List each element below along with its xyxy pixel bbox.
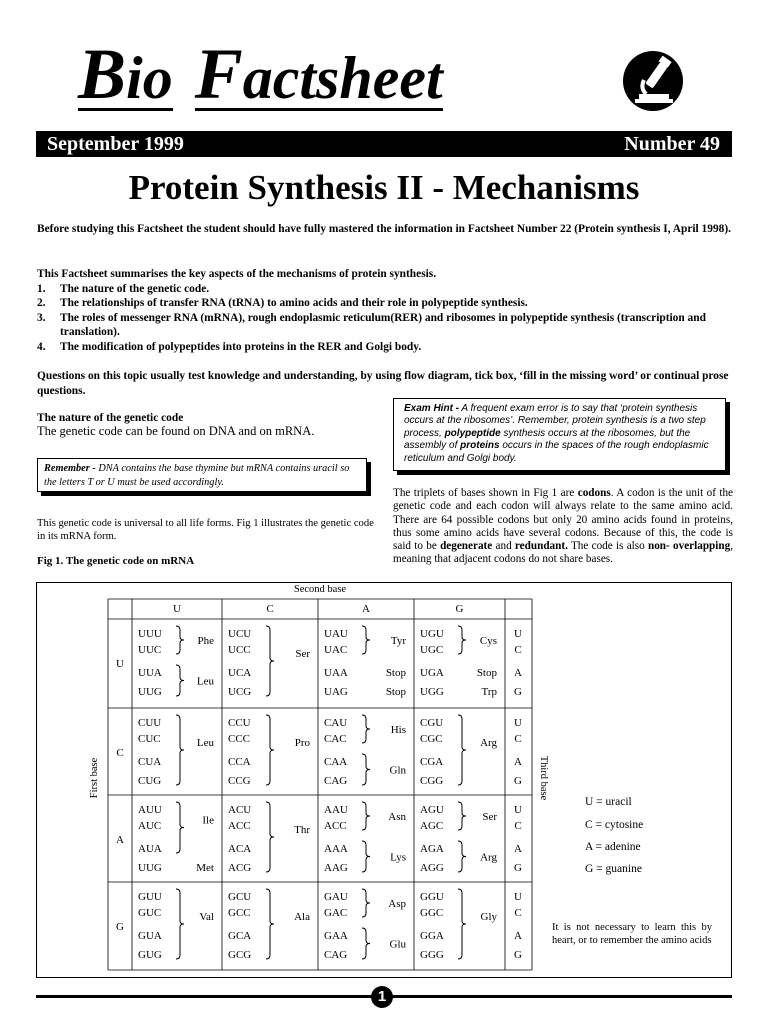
codon-label: CCA	[228, 756, 251, 768]
page-number: 1	[371, 986, 393, 1008]
codon-label: CAG	[324, 775, 348, 787]
codon-label: GUG	[138, 949, 162, 961]
section-heading: The nature of the genetic code	[37, 412, 184, 424]
amino-acid-label: Ser	[295, 648, 310, 660]
codon-group-brace	[176, 626, 184, 654]
amino-acid-label: Lys	[390, 851, 406, 864]
third-base-letter: U	[514, 717, 522, 729]
list-item: 3. The roles of messenger RNA (mRNA), rough endoplasmic reticulum(RER) and ribosomes in polypeptide synthesis (transcription and translation).	[37, 311, 706, 338]
codon-label: CUU	[138, 717, 162, 729]
codon-label: CCU	[228, 717, 251, 729]
codon-label: UAC	[324, 644, 348, 656]
third-base-letter: C	[514, 733, 522, 745]
codon-label: AAA	[324, 843, 348, 855]
first-base-label: First base	[89, 757, 100, 799]
amino-acid-label: Ala	[294, 911, 310, 923]
codon-label: AGU	[420, 804, 444, 816]
page-title: Protein Synthesis II - Mechanisms	[128, 168, 640, 207]
third-base-label: Third base	[538, 755, 549, 801]
codon-label: ACC	[324, 820, 347, 832]
amino-acid-label: Gly	[480, 911, 497, 923]
codon-label: AUC	[138, 820, 162, 832]
third-base-letter: C	[514, 644, 522, 656]
amino-acid-label: Pro	[294, 737, 310, 749]
second-base-label: Second base	[293, 584, 347, 595]
codon-label: UCC	[228, 644, 251, 656]
third-base-letter: C	[514, 907, 522, 919]
codon-label: AUU	[138, 804, 162, 816]
third-base-letter: G	[514, 949, 522, 961]
first-base-label-cell: U	[116, 658, 124, 670]
codon-label: GGC	[420, 907, 444, 919]
codon-label: GUC	[138, 907, 162, 919]
amino-acid-label: Glu	[389, 938, 406, 951]
summary-lead: This Factsheet summarises the key aspects of the mechanisms of protein synthesis.	[37, 268, 437, 280]
codon-group-brace	[362, 802, 370, 830]
amino-acid-label: Val	[199, 911, 214, 923]
codon-label: ACU	[228, 804, 252, 816]
codon-label: GCU	[228, 891, 252, 903]
second-base-header: U	[173, 603, 181, 615]
codon-label: AAG	[324, 862, 348, 874]
codon-label: GAC	[324, 907, 348, 919]
codon-group-brace	[458, 841, 466, 872]
codon-label: AGA	[420, 843, 444, 855]
codon-label: CGA	[420, 756, 444, 768]
codon-label: UGA	[420, 667, 444, 679]
codon-label: CAC	[324, 733, 347, 745]
third-base-letter: U	[514, 804, 522, 816]
codon-label: GCA	[228, 930, 252, 942]
legend-item: A = adenine	[585, 841, 641, 853]
list-item: 4. The modification of polypeptides into proteins in the RER and Golgi body.	[37, 340, 422, 353]
codon-group-brace	[458, 626, 466, 654]
codon-label: UGC	[420, 644, 444, 656]
second-base-header: C	[266, 603, 274, 615]
legend-item: U = uracil	[585, 796, 632, 808]
amino-acid-label: Leu	[196, 737, 214, 749]
amino-acid-label: Phe	[197, 635, 214, 647]
first-base-label-cell: A	[116, 834, 124, 846]
first-base-label-cell: G	[116, 921, 124, 933]
codon-group-brace	[176, 889, 184, 959]
issue-number: Number 49	[624, 133, 720, 155]
codon-group-brace	[362, 841, 370, 872]
amino-acid-label: Cys	[479, 635, 497, 647]
codon-label: ACA	[228, 843, 252, 855]
third-base-letter: A	[514, 756, 522, 768]
amino-acid-label: Tyr	[390, 635, 406, 647]
codon-label: UAU	[324, 628, 348, 640]
codon-label: CUA	[138, 756, 162, 768]
codon-group-brace	[458, 802, 466, 830]
codon-label: UUG	[138, 862, 162, 874]
codon-label: UGG	[420, 686, 444, 698]
codon-label: GAA	[324, 930, 348, 942]
codon-label: CAA	[324, 756, 348, 768]
codon-group-brace	[176, 665, 184, 696]
codon-group-brace	[266, 626, 274, 696]
figure-caption: Fig 1. The genetic code on mRNA	[37, 555, 195, 567]
codon-group-brace	[458, 889, 466, 959]
codon-group-brace	[362, 928, 370, 959]
codon-group-brace	[362, 889, 370, 917]
codon-group-brace	[458, 715, 466, 785]
codon-label: AUA	[138, 843, 162, 855]
codon-group-brace	[266, 715, 274, 785]
section-text: The genetic code can be found on DNA and on mRNA.	[37, 424, 315, 438]
codon-label: CCC	[228, 733, 251, 745]
codon-label: GUU	[138, 891, 162, 903]
codon-label: CCG	[228, 775, 251, 787]
remember-box: Remember - DNA contains the base thymine but mRNA contains uracil so the letters T or U must be used accordingly.	[37, 458, 367, 492]
issue-date: September 1999	[47, 133, 184, 155]
codon-group-brace	[266, 889, 274, 959]
codon-label: GCG	[228, 949, 252, 961]
exam-hint-box: Exam Hint - A frequent exam error is to say that ‘protein synthesis occurs at the ribosomes’. Remember, protein synthesis is a two step process, polypeptide synthesis occurs at the ribosomes, but the assembly of proteins occurs in the spaces of the rough endoplasmic reticulum and Golgi body.	[393, 398, 726, 471]
third-base-letter: A	[514, 843, 522, 855]
codon-label: GGU	[420, 891, 444, 903]
amino-acid-label: Thr	[294, 824, 310, 836]
codon-label: ACC	[228, 820, 251, 832]
codon-label: CAU	[324, 717, 348, 729]
third-base-letter: C	[514, 820, 522, 832]
questions-paragraph: Questions on this topic usually test knowledge and understanding, by using flow diagram, tick box, ‘fill in the missing word’ or continual prose questions.	[37, 370, 729, 397]
amino-acid-label: Arg	[480, 851, 497, 864]
codon-label: UCG	[228, 686, 252, 698]
codon-label: ACG	[228, 862, 252, 874]
amino-acid-label: Trp	[481, 686, 497, 698]
amino-acid-label: His	[390, 724, 406, 736]
codon-label: UGU	[420, 628, 444, 640]
third-base-letter: U	[514, 891, 522, 903]
codon-paragraph: The triplets of bases shown in Fig 1 are codons. A codon is the unit of the genetic code and each codon will always relate to the same amino acid. There are 64 possible codons but only 20 amino acids found in proteins, thus some amino acids have several codons. Because of this, the code is said to be degenerate and redundant. The code is also non- overlapping, meaning that adjacent codons do not share bases.	[393, 487, 733, 566]
list-item: 1. The nature of the genetic code.	[37, 282, 210, 295]
codon-label: CUG	[138, 775, 162, 787]
codon-group-brace	[362, 715, 370, 743]
universal-paragraph: This genetic code is universal to all life forms. Fig 1 illustrates the genetic code in its mRNA form.	[37, 518, 374, 542]
codon-label: CGU	[420, 717, 444, 729]
factsheet-logo: Bio Factsheet	[78, 34, 443, 114]
second-base-header: A	[362, 603, 370, 615]
codon-label: CAG	[324, 949, 348, 961]
third-base-letter: G	[514, 862, 522, 874]
codon-label: AGC	[420, 820, 444, 832]
codon-label: GGA	[420, 930, 444, 942]
first-base-label-cell: C	[116, 747, 124, 759]
codon-label: UUG	[138, 686, 162, 698]
amino-acid-label: Ile	[202, 814, 214, 827]
codon-group-brace	[176, 802, 184, 853]
codon-label: GGG	[420, 949, 444, 961]
codon-label: UAG	[324, 686, 348, 698]
legend-item: C = cytosine	[585, 819, 644, 831]
codon-label: GUA	[138, 930, 162, 942]
codon-label: UCU	[228, 628, 252, 640]
third-base-letter: G	[514, 686, 522, 698]
codon-group-brace	[362, 754, 370, 785]
second-base-header: G	[455, 603, 464, 615]
amino-acid-label: Ser	[482, 811, 497, 823]
intro-paragraph: Before studying this Factsheet the student should have fully mastered the information in Factsheet Number 22 (Protein synthesis I, April 1998).	[37, 223, 731, 235]
codon-label: GCC	[228, 907, 251, 919]
amino-acid-label: Stop	[385, 686, 406, 698]
figure-note: It is not necessary to learn this by heart, or to remember the amino acids	[552, 922, 712, 946]
list-item: 2. The relationships of transfer RNA (tRNA) to amino acids and their role in polypeptide synthesis.	[37, 297, 528, 309]
amino-acid-label: Asn	[388, 811, 406, 823]
amino-acid-label: Leu	[196, 675, 214, 688]
third-base-letter: G	[514, 775, 522, 787]
amino-acid-label: Met	[196, 862, 214, 874]
amino-acid-label: Stop	[385, 667, 406, 679]
codon-label: CUC	[138, 733, 161, 745]
codon-label: AAU	[324, 804, 348, 816]
codon-group-brace	[362, 626, 370, 654]
codon-group-brace	[266, 802, 274, 872]
codon-label: UUC	[138, 644, 162, 656]
amino-acid-label: Gln	[389, 764, 406, 777]
amino-acid-label: Asp	[388, 898, 406, 910]
codon-label: UUU	[138, 628, 162, 640]
codon-label: CGG	[420, 775, 444, 787]
amino-acid-label: Stop	[476, 667, 497, 679]
codon-label: AGG	[420, 862, 444, 874]
codon-label: UCA	[228, 667, 252, 679]
legend-item: G = guanine	[585, 863, 642, 875]
codon-label: UUA	[138, 667, 162, 679]
codon-label: CGC	[420, 733, 443, 745]
third-base-letter: A	[514, 667, 522, 679]
codon-label: UAA	[324, 667, 348, 679]
codon-group-brace	[176, 715, 184, 785]
third-base-letter: A	[514, 930, 522, 942]
amino-acid-label: Arg	[480, 737, 497, 749]
codon-label: GAU	[324, 891, 348, 903]
third-base-letter: U	[514, 628, 522, 640]
